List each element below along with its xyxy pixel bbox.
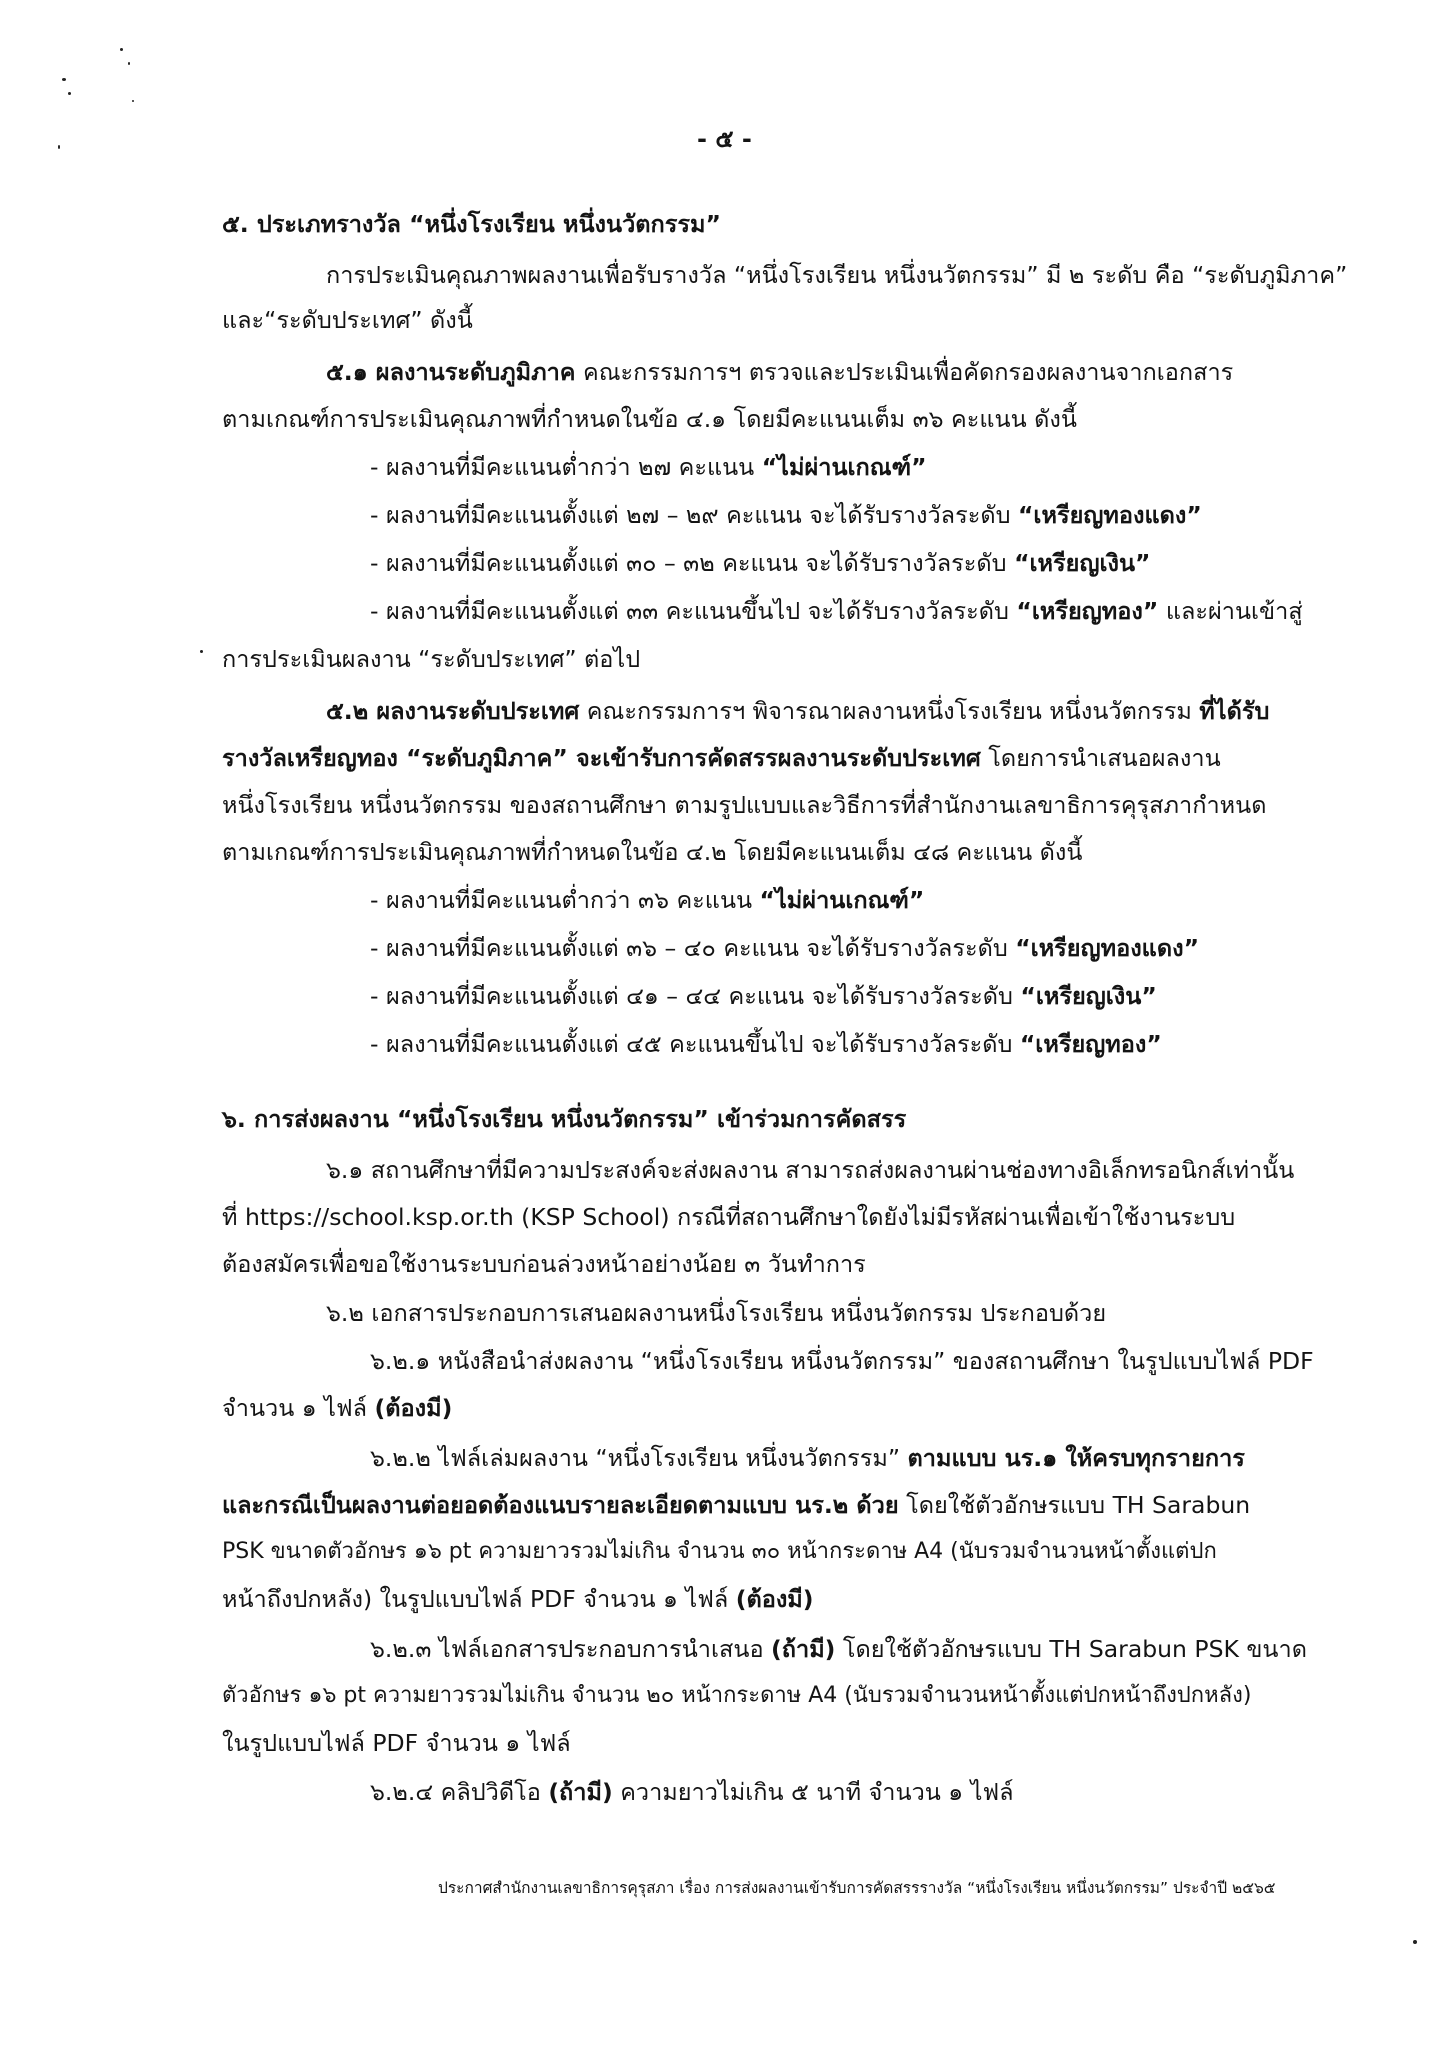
page-footer: ประกาศสำนักงานเลขาธิการคุรุสภา เรื่อง การส่งผลงานเข้ารับการคัดสรรรางวัล “หนึ่งโรงเรียน หนึ่งนวัตกรรม” ประจำปี ๒๕๖๕	[438, 1879, 1276, 1897]
subsection-5-1-line-1	[326, 355, 1233, 389]
item-6-2-4: ๖.๒.๔ คลิปวิดีโอ (ถ้ามี) ความยาวไม่เกิน ๕ นาที จำนวน ๑ ไฟล์	[370, 1778, 1014, 1806]
award-level: “ไม่ผ่านเกณฑ์”	[759, 886, 925, 914]
item-6-2-2-line-3: PSK ขนาดตัวอักษร ๑๖ pt ความยาวรวมไม่เกิน จำนวน ๓๐ หน้ากระดาษ A4 (นับรวมจำนวนหน้าตั้งแต่ปก	[222, 1539, 1217, 1564]
scan-speck	[68, 92, 71, 95]
item-6-2-1-line-2: จำนวน ๑ ไฟล์ (ต้องมี)	[222, 1394, 453, 1422]
section-5-intro-line-1: การประเมินคุณภาพผลงานเพื่อรับรางวัล “หนึ่งโรงเรียน หนึ่งนวัตกรรม” มี ๒ ระดับ คือ “ระดับภูมิภาค”	[326, 261, 1348, 289]
regional-criteria-item: - ผลงานที่มีคะแนนตั้งแต่ ๒๗ – ๒๙ คะแนน จะได้รับรางวัลระดับ “เหรียญทองแดง”	[370, 501, 1202, 529]
scan-speck	[58, 145, 60, 149]
award-level: “เหรียญทองแดง”	[1017, 501, 1202, 529]
required-tag: (ต้องมี)	[735, 1585, 814, 1613]
award-level: “เหรียญเงิน”	[1014, 549, 1151, 577]
required-tag: (ต้องมี)	[374, 1394, 453, 1422]
page-number: - ๕ -	[697, 125, 752, 153]
item-6-2-2-line-4: หน้าถึงปกหลัง) ในรูปแบบไฟล์ PDF จำนวน ๑ ไฟล์ (ต้องมี)	[222, 1585, 814, 1613]
item-6-1-line-3: ต้องสมัครเพื่อขอใช้งานระบบก่อนล่วงหน้าอย่างน้อย ๓ วันทำการ	[222, 1250, 866, 1278]
subsection-5-2-line-4: ตามเกณฑ์การประเมินคุณภาพที่กำหนดในข้อ ๔.๒ โดยมีคะแนนเต็ม ๔๘ คะแนน ดังนี้	[222, 838, 1083, 866]
item-6-1-line-2: ที่ https://school.ksp.or.th (KSP School) กรณีที่สถานศึกษาใดยังไม่มีรหัสผ่านเพื่อเข้าใช้งานระบบ	[222, 1203, 1236, 1231]
subsection-5-1-label: ๕.๑ ผลงานระดับภูมิภาค	[326, 358, 576, 386]
regional-criteria-item: - ผลงานที่มีคะแนนตั้งแต่ ๓๐ – ๓๒ คะแนน จะได้รับรางวัลระดับ “เหรียญเงิน”	[370, 549, 1151, 577]
item-6-1-line-1: ๖.๑ สถานศึกษาที่มีความประสงค์จะส่งผลงาน สามารถส่งผลงานผ่านช่องทางอิเล็กทรอนิกส์เท่านั้น	[326, 1156, 1295, 1184]
subsection-5-1-text: คณะกรรมการฯ ตรวจและประเมินเพื่อคัดกรองผลงานจากเอกสาร	[575, 358, 1234, 386]
item-6-2-2-line-1: ๖.๒.๒ ไฟล์เล่มผลงาน “หนึ่งโรงเรียน หนึ่งนวัตกรรม” ตามแบบ นร.๑ ให้ครบทุกรายการ	[370, 1444, 1245, 1472]
scan-speck	[120, 48, 123, 51]
scan-speck	[62, 78, 66, 81]
regional-criteria-item: - ผลงานที่มีคะแนนต่ำกว่า ๒๗ คะแนน “ไม่ผ่านเกณฑ์”	[370, 453, 927, 481]
scan-speck	[200, 650, 203, 653]
award-level: “เหรียญเงิน”	[1020, 982, 1157, 1010]
item-6-2-2-line-2: และกรณีเป็นผลงานต่อยอดต้องแนบรายละเอียดตามแบบ นร.๒ ด้วย โดยใช้ตัวอักษรแบบ TH Sarabun	[222, 1491, 1251, 1519]
scan-speck	[132, 100, 134, 102]
item-6-2-3-line-2: ตัวอักษร ๑๖ pt ความยาวรวมไม่เกิน จำนวน ๒๐ หน้ากระดาษ A4 (นับรวมจำนวนหน้าตั้งแต่ปกหน้าถึงปกหลัง)	[222, 1683, 1252, 1708]
award-level: “เหรียญทอง”	[1019, 1030, 1162, 1058]
section-5-intro-line-2: และ“ระดับประเทศ” ดังนี้	[222, 306, 473, 334]
award-level: “เหรียญทอง”	[1016, 597, 1159, 625]
item-6-2-1-line-1: ๖.๒.๑ หนังสือนำส่งผลงาน “หนึ่งโรงเรียน หนึ่งนวัตกรรม” ของสถานศึกษา ในรูปแบบไฟล์ PDF	[370, 1347, 1314, 1375]
subsection-5-2-line-3: หนึ่งโรงเรียน หนึ่งนวัตกรรม ของสถานศึกษา ตามรูปแบบและวิธีการที่สำนักงานเลขาธิการคุรุสภากำหนด	[222, 791, 1267, 819]
scan-speck	[1413, 1940, 1417, 1944]
regional-continuation: การประเมินผลงาน “ระดับประเทศ” ต่อไป	[222, 645, 641, 673]
subsection-5-2-line-1: ๕.๒ ผลงานระดับประเทศ คณะกรรมการฯ พิจารณาผลงานหนึ่งโรงเรียน หนึ่งนวัตกรรม ที่ได้รับ	[326, 697, 1270, 725]
optional-tag: (ถ้ามี)	[548, 1778, 613, 1806]
subsection-5-2-label: ๕.๒ ผลงานระดับประเทศ	[326, 697, 580, 725]
regional-criteria-item: - ผลงานที่มีคะแนนตั้งแต่ ๓๓ คะแนนขึ้นไป จะได้รับรางวัลระดับ “เหรียญทอง” และผ่านเข้าสู่	[370, 597, 1303, 625]
national-criteria-item: - ผลงานที่มีคะแนนต่ำกว่า ๓๖ คะแนน “ไม่ผ่านเกณฑ์”	[370, 886, 925, 914]
optional-tag: (ถ้ามี)	[771, 1635, 836, 1663]
award-level: “ไม่ผ่านเกณฑ์”	[761, 453, 927, 481]
section-6-heading: ๖. การส่งผลงาน “หนึ่งโรงเรียน หนึ่งนวัตกรรม” เข้าร่วมการคัดสรร	[222, 1105, 907, 1133]
award-level: “เหรียญทองแดง”	[1015, 934, 1200, 962]
subsection-5-1-line-2: ตามเกณฑ์การประเมินคุณภาพที่กำหนดในข้อ ๔.๑ โดยมีคะแนนเต็ม ๓๖ คะแนน ดังนี้	[222, 405, 1077, 433]
national-criteria-item: - ผลงานที่มีคะแนนตั้งแต่ ๔๑ – ๔๔ คะแนน จะได้รับรางวัลระดับ “เหรียญเงิน”	[370, 982, 1157, 1010]
section-5-heading: ๕. ประเภทรางวัล “หนึ่งโรงเรียน หนึ่งนวัตกรรม”	[222, 210, 721, 238]
item-6-2-3-line-1: ๖.๒.๓ ไฟล์เอกสารประกอบการนำเสนอ (ถ้ามี) โดยใช้ตัวอักษรแบบ TH Sarabun PSK ขนาด	[370, 1635, 1307, 1663]
national-criteria-item: - ผลงานที่มีคะแนนตั้งแต่ ๔๕ คะแนนขึ้นไป จะได้รับรางวัลระดับ “เหรียญทอง”	[370, 1030, 1162, 1058]
item-6-2-3-line-3: ในรูปแบบไฟล์ PDF จำนวน ๑ ไฟล์	[222, 1729, 571, 1757]
national-criteria-item: - ผลงานที่มีคะแนนตั้งแต่ ๓๖ – ๔๐ คะแนน จะได้รับรางวัลระดับ “เหรียญทองแดง”	[370, 934, 1200, 962]
item-6-2: ๖.๒ เอกสารประกอบการเสนอผลงานหนึ่งโรงเรียน หนึ่งนวัตกรรม ประกอบด้วย	[326, 1299, 1107, 1327]
subsection-5-2-line-2: รางวัลเหรียญทอง “ระดับภูมิภาค” จะเข้ารับการคัดสรรผลงานระดับประเทศ โดยการนำเสนอผลงาน	[222, 744, 1221, 772]
scan-speck	[128, 62, 130, 65]
